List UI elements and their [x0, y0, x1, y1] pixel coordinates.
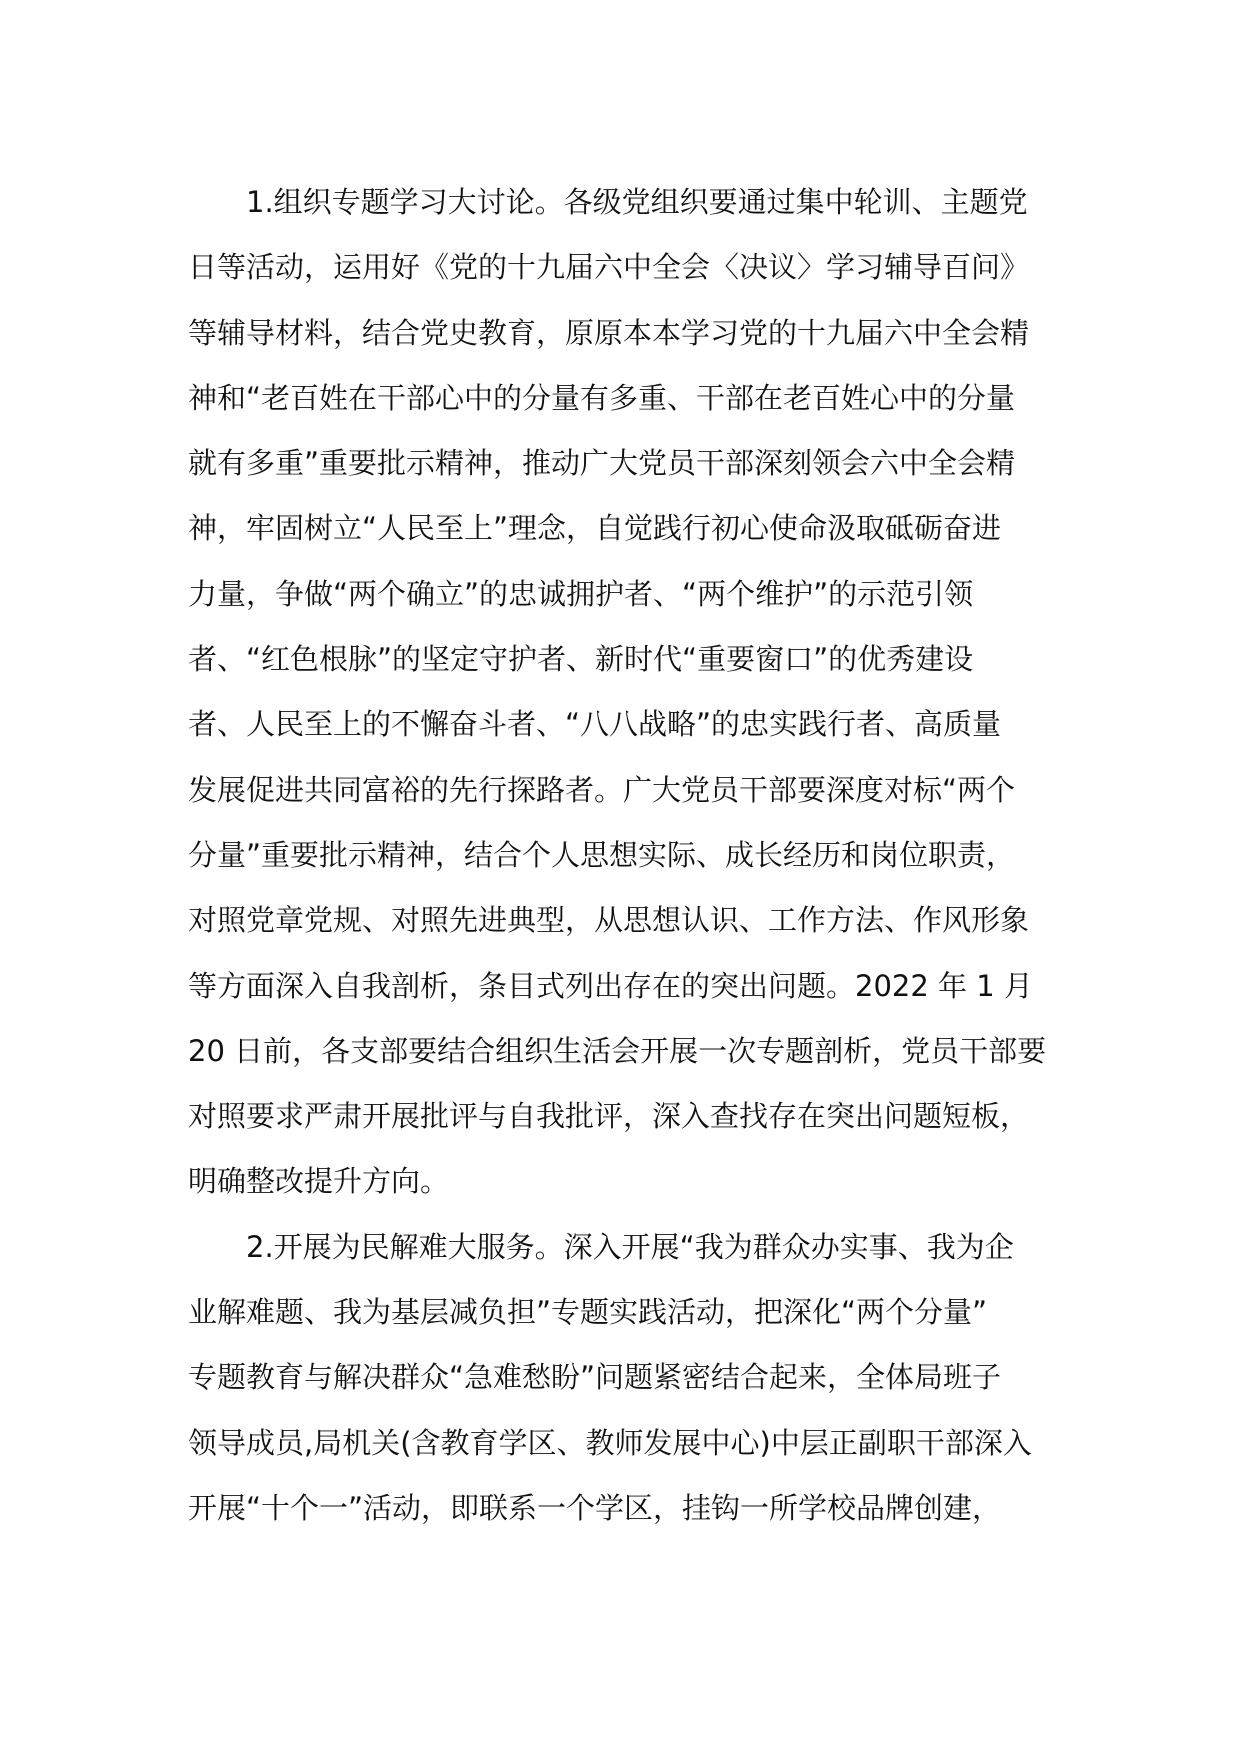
paragraph-line: 专题教育与解决群众“急难愁盼”问题紧密结合起来，全体局班子 [188, 1360, 1002, 1395]
paragraph-line: 20 日前，各支部要结合组织生活会开展一次专题剖析，党员干部要 [188, 1033, 1047, 1068]
paragraph-2 [188, 1215, 1068, 1541]
paragraph-line: 神和“老百姓在干部心中的分量有多重、干部在老百姓心中的分量 [188, 380, 1016, 415]
paragraph-line: 神，牢固树立“人民至上”理念，自觉践行初心使命汲取砥砺奋进 [188, 511, 1002, 546]
paragraph-line: 等辅导材料，结合党史教育，原原本本学习党的十九届六中全会精 [188, 315, 1030, 350]
paragraph-line: 发展促进共同富裕的先行探路者。广大党员干部要深度对标“两个 [188, 772, 1016, 807]
paragraph-line: 对照要求严肃开展批评与自我批评，深入查找存在突出问题短板， [188, 1099, 1030, 1134]
paragraph-line: 就有多重”重要批示精神，推动广大党员干部深刻领会六中全会精 [188, 446, 1016, 481]
paragraph-line: 者、“红色根脉”的坚定守护者、新时代“重要窗口”的优秀建设 [188, 642, 974, 677]
paragraph-line: 明确整改提升方向。 [188, 1164, 450, 1199]
paragraph-line: 1.组织专题学习大讨论。各级党组织要通过集中轮训、主题党 [246, 185, 1028, 219]
paragraph-line: 分量”重要批示精神，结合个人思想实际、成长经历和岗位职责， [188, 837, 1016, 872]
document-body [188, 170, 1068, 1541]
paragraph-line: 日等活动，运用好《党的十九届六中全会〈决议〉学习辅导百问》 [188, 250, 1030, 285]
paragraph-line: 2.开展为民解难大服务。深入开展“我为群众办实事、我为企 [246, 1229, 1014, 1264]
paragraph-line: 对照党章党规、对照先进典型，从思想认识、工作方法、作风形象 [188, 903, 1030, 938]
paragraph-line: 开展“十个一”活动，即联系一个学区，挂钩一所学校品牌创建， [188, 1490, 1002, 1525]
paragraph-line: 者、人民至上的不懈奋斗者、“八八战略”的忠实践行者、高质量 [188, 707, 1002, 742]
paragraph-line: 业解难题、我为基层减负担”专题实践活动，把深化“两个分量” [188, 1295, 988, 1330]
paragraph-line: 力量，争做“两个确立”的忠诚拥护者、“两个维护”的示范引领 [188, 576, 974, 611]
paragraph-line: 等方面深入自我剖析，条目式列出存在的突出问题。2022 年 1 月 [188, 968, 1033, 1003]
paragraph-1 [188, 170, 1068, 1215]
paragraph-line: 领导成员,局机关(含教育学区、教师发展中心)中层正副职干部深入 [188, 1425, 1032, 1460]
